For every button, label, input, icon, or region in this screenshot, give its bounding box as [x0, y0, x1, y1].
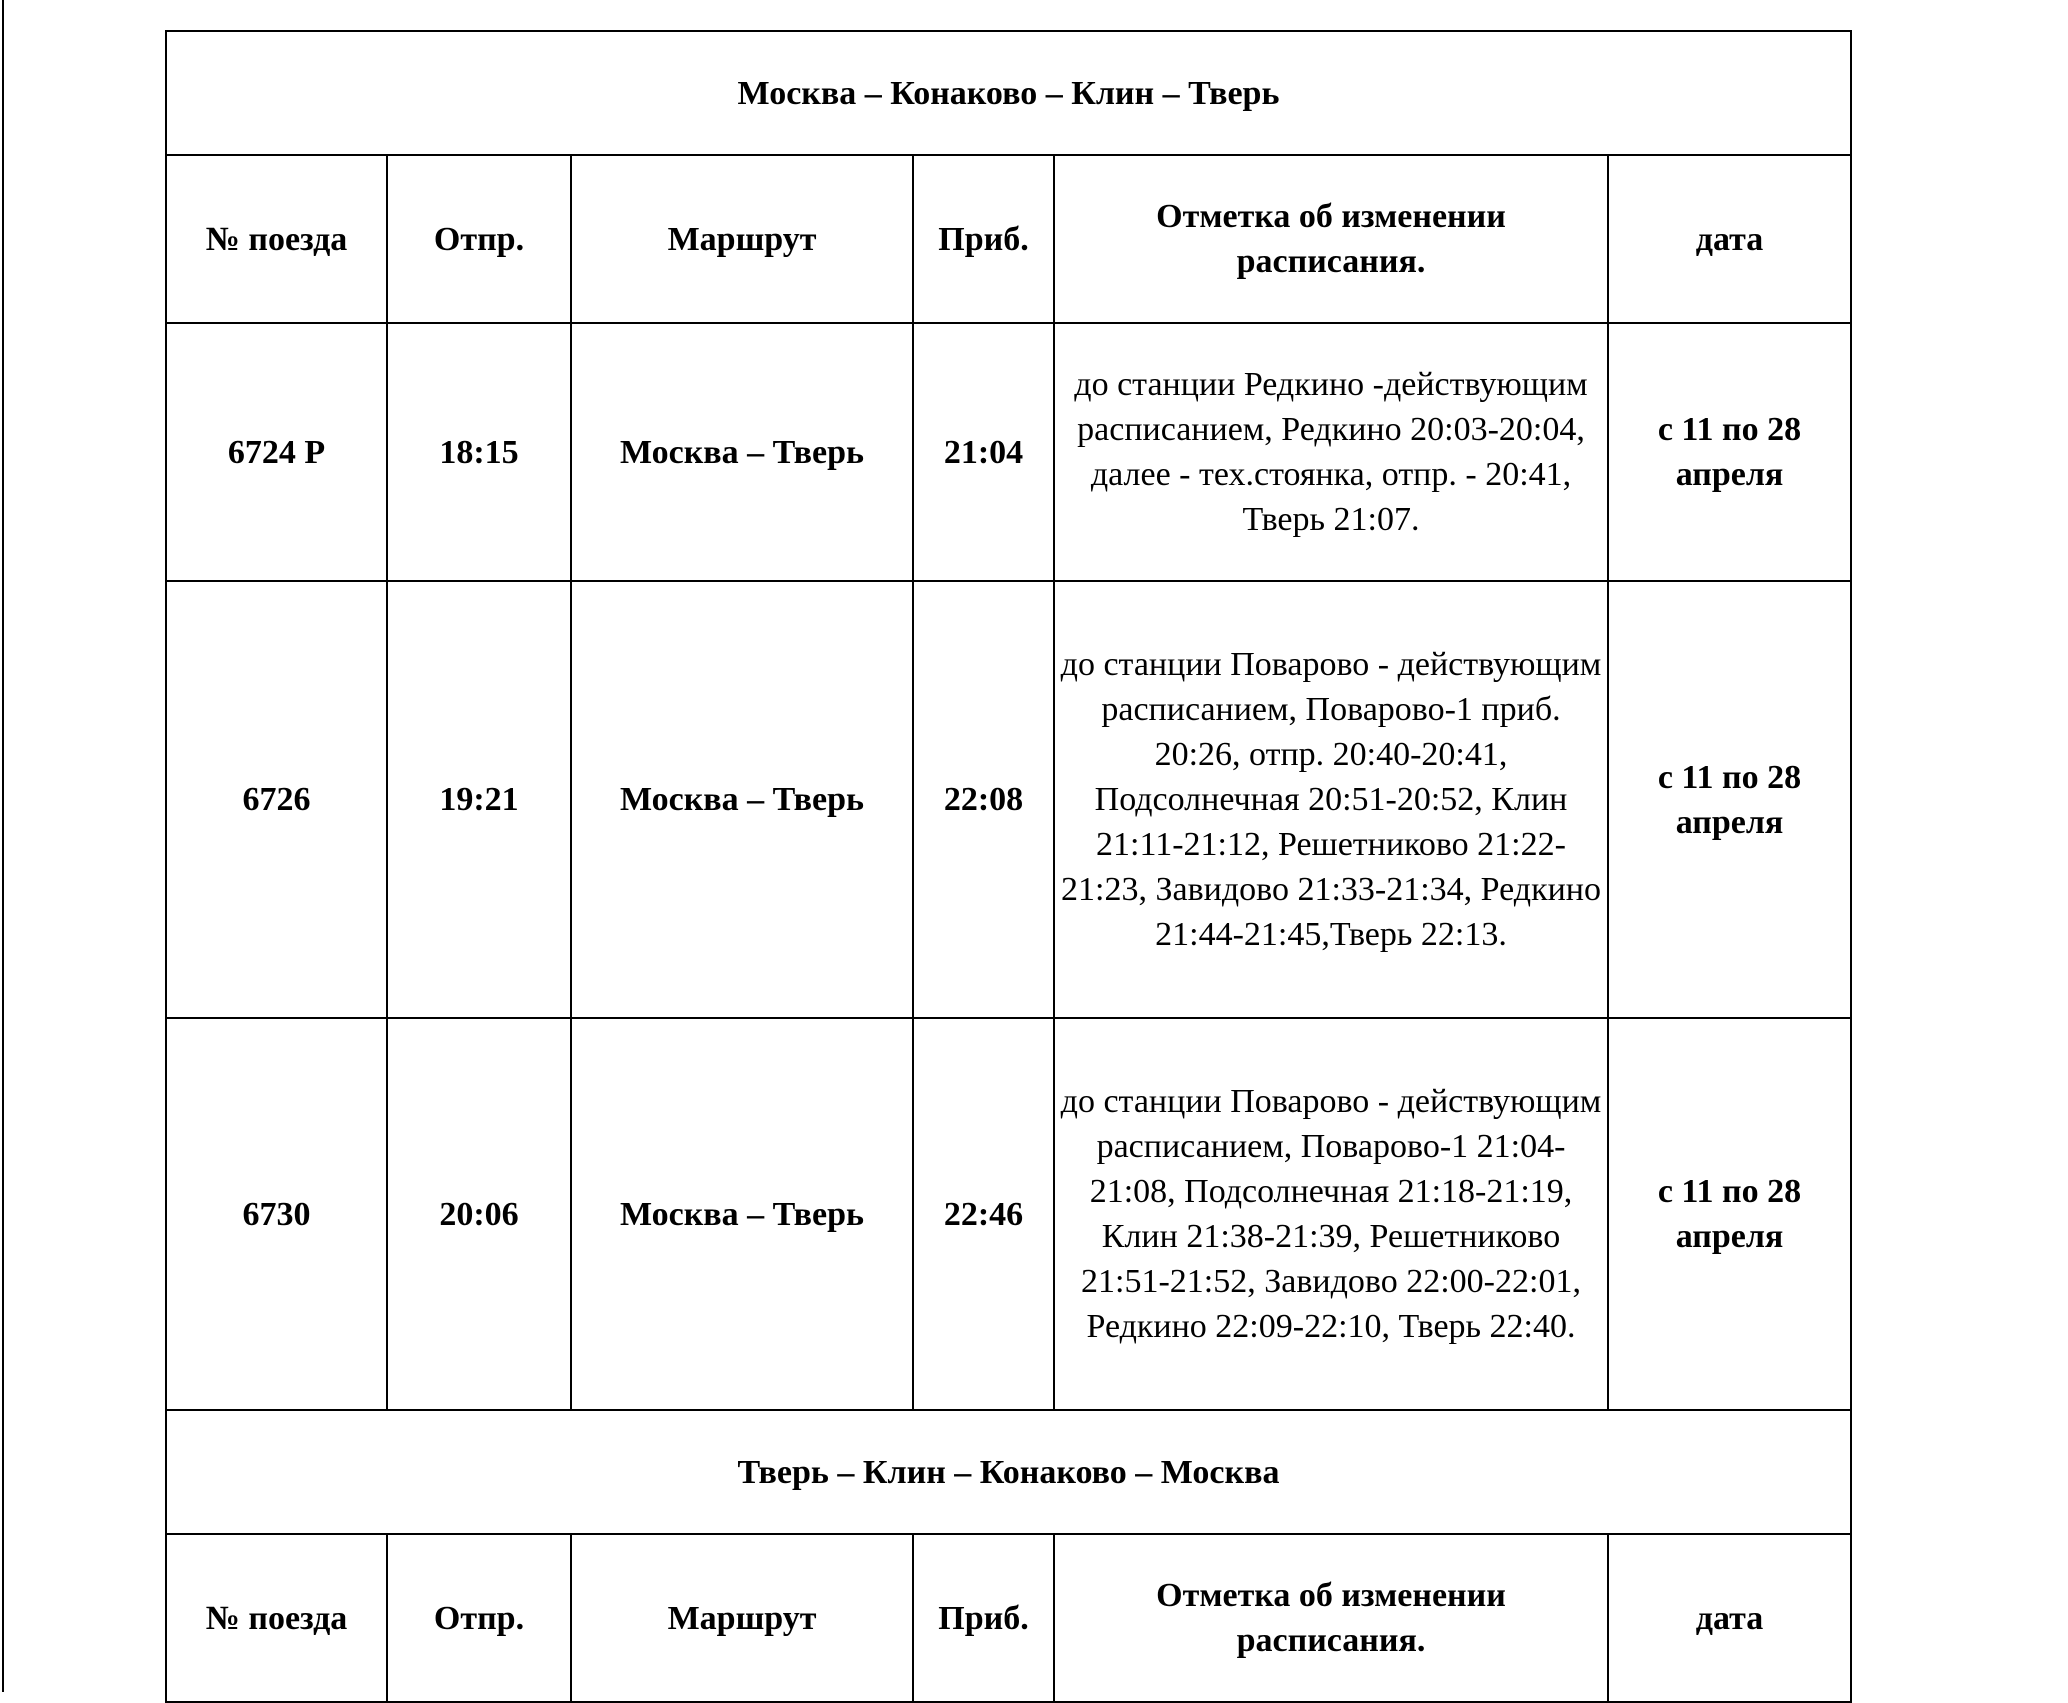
section-title: Москва – Конаково – Клин – Тверь	[166, 31, 1851, 155]
table-row	[166, 581, 1851, 1018]
date-range: с 11 по 28 апреля	[1608, 1018, 1851, 1410]
date-range: с 11 по 28 апреля	[1608, 581, 1851, 1018]
departure-time: 18:15	[387, 323, 571, 581]
section-title-row	[166, 31, 1851, 155]
header-date: дата	[1608, 155, 1851, 323]
change-note: до станции Редкино -действующим расписанием, Редкино 20:03-20:04, далее - тех.стоянка, отпр. - 20:41, Тверь 21:07.	[1054, 323, 1608, 581]
departure-time: 19:21	[387, 581, 571, 1018]
table-header-row	[166, 155, 1851, 323]
route: Москва – Тверь	[571, 581, 913, 1018]
section-title-row	[166, 1410, 1851, 1534]
date-range: с 11 по 28 апреля	[1608, 323, 1851, 581]
header-departure: Отпр.	[387, 155, 571, 323]
change-note: до станции Поварово - действующим расписанием, Поварово-1 приб. 20:26, отпр. 20:40-20:41, Подсолнечная 20:51-20:52, Клин 21:11-21:12, Решетниково 21:22-21:23, Завидово 21:33-21:34, Редкино 21:44-21:45,Тверь 22:13.	[1054, 581, 1608, 1018]
header-route: Маршрут	[571, 1534, 913, 1702]
header-departure: Отпр.	[387, 1534, 571, 1702]
page-left-edge	[2, 0, 4, 1692]
train-schedule-table	[165, 30, 1852, 1703]
departure-time: 20:06	[387, 1018, 571, 1410]
train-number: 6726	[166, 581, 387, 1018]
change-note: до станции Поварово - действующим расписанием, Поварово-1 21:04-21:08, Подсолнечная 21:18-21:19, Клин 21:38-21:39, Решетниково 21:51-21:52, Завидово 22:00-22:01, Редкино 22:09-22:10, Тверь 22:40.	[1054, 1018, 1608, 1410]
route: Москва – Тверь	[571, 323, 913, 581]
arrival-time: 22:08	[913, 581, 1054, 1018]
table-row	[166, 323, 1851, 581]
table-header-row	[166, 1534, 1851, 1702]
header-arrival: Приб.	[913, 1534, 1054, 1702]
header-route: Маршрут	[571, 155, 913, 323]
route: Москва – Тверь	[571, 1018, 913, 1410]
train-number: 6730	[166, 1018, 387, 1410]
header-change-note: Отметка об изменении расписания.	[1054, 1534, 1608, 1702]
train-number: 6724 Р	[166, 323, 387, 581]
arrival-time: 21:04	[913, 323, 1054, 581]
header-train-number: № поезда	[166, 1534, 387, 1702]
header-train-number: № поезда	[166, 155, 387, 323]
header-date: дата	[1608, 1534, 1851, 1702]
section-title: Тверь – Клин – Конаково – Москва	[166, 1410, 1851, 1534]
arrival-time: 22:46	[913, 1018, 1054, 1410]
header-change-note: Отметка об изменении расписания.	[1054, 155, 1608, 323]
header-arrival: Приб.	[913, 155, 1054, 323]
table-row	[166, 1018, 1851, 1410]
